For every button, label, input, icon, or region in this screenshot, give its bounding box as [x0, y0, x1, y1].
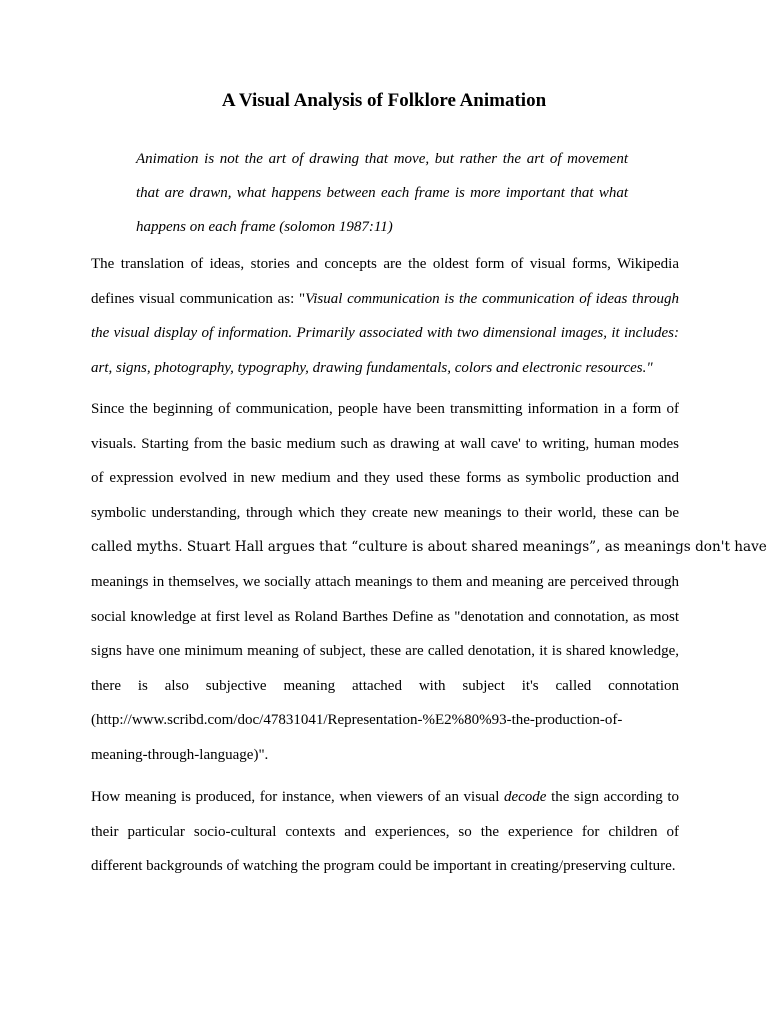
paragraph-text: the sign according to	[546, 789, 679, 805]
paragraph-line: called myths. Stuart Hall argues that “culture is about shared meanings”, as meanings don't have	[91, 539, 767, 556]
paragraph-meaning-production	[91, 780, 679, 884]
quote-line: happens on each frame (solomon 1987:11)	[136, 219, 393, 235]
paragraph-line: of expression evolved in new medium and they used these forms as symbolic production and	[91, 470, 679, 487]
citation-url-line: meaning-through-language)".	[91, 746, 269, 763]
paragraph-line: their particular socio-cultural contexts and experiences, so the experience for children of	[91, 823, 679, 840]
citation-url-line: (http://www.scribd.com/doc/47831041/Representation-%E2%80%93-the-production-of-	[91, 712, 623, 729]
paragraph-line: signs have one minimum meaning of subject, these are called denotation, it is shared knowledge,	[91, 643, 679, 660]
paragraph-text: How meaning is produced, for instance, when viewers of an visual	[91, 789, 504, 805]
paragraph-line: Since the beginning of communication, people have been transmitting information in a form of	[91, 401, 679, 417]
quote-line: that are drawn, what happens between each frame is more important that what	[136, 185, 628, 201]
paragraph-line: symbolic understanding, through which they create new meanings to their world, these can be	[91, 504, 679, 521]
paragraph-line	[91, 780, 679, 815]
paragraph-line: there is also subjective meaning attached with subject it's called connotation	[91, 677, 679, 694]
paragraph-line	[91, 282, 679, 317]
paragraph-line: meanings in themselves, we socially attach meanings to them and meaning are perceived through	[91, 573, 679, 590]
paragraph-italic-text: Visual communication is the communication of ideas through	[305, 290, 679, 307]
paragraph-line: The translation of ideas, stories and concepts are the oldest form of visual forms, Wikipedia	[91, 256, 679, 272]
paragraph-line: social knowledge at first level as Roland Barthes Define as "denotation and connotation, as most	[91, 608, 679, 625]
paragraph-communication-history	[91, 392, 767, 773]
paragraph-visual-communication	[91, 247, 679, 385]
paragraph-italic-text: decode	[503, 789, 547, 805]
paragraph-line: art, signs, photography, typography, drawing fundamentals, colors and electronic resources."	[91, 359, 653, 376]
document-title: A Visual Analysis of Folklore Animation	[221, 90, 547, 111]
paragraph-line: visuals. Starting from the basic medium such as drawing at wall cave' to writing, human modes	[91, 435, 679, 452]
paragraph-line: the visual display of information. Primarily associated with two dimensional images, it includes:	[91, 325, 679, 342]
paragraph-text: defines visual communication as: "	[91, 290, 306, 307]
paragraph-line: different backgrounds of watching the program could be important in creating/preserving culture.	[91, 858, 676, 875]
block-quote	[136, 142, 628, 244]
quote-line: Animation is not the art of drawing that move, but rather the art of movement	[136, 151, 628, 167]
